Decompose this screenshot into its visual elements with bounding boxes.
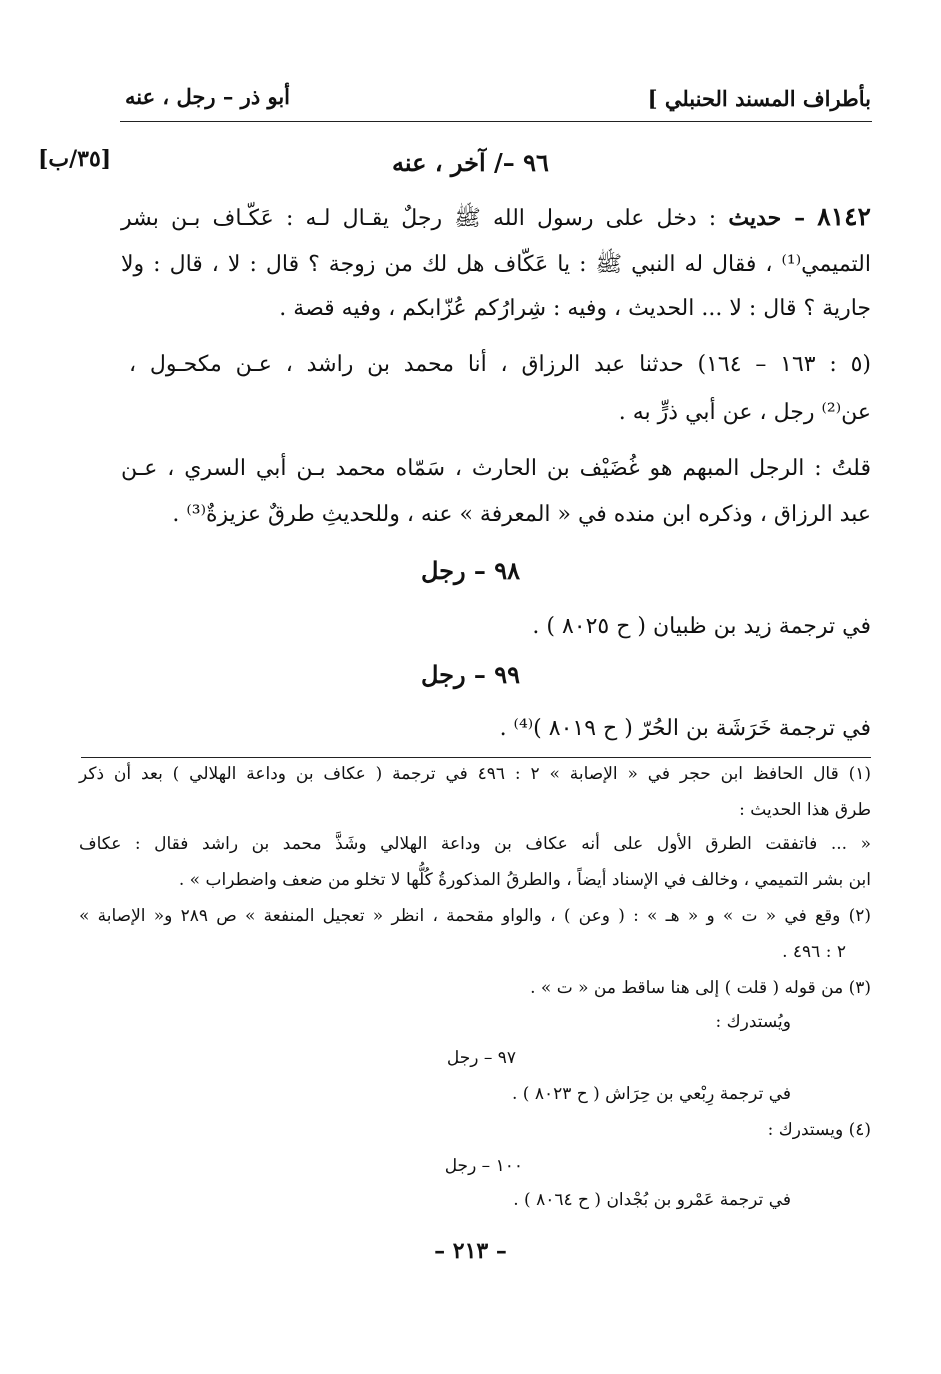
footnote-3-line-1: (٣) من قوله ( قلت ) إلى هنا ساقط من « ت » . xyxy=(530,978,871,998)
footnote-3-line-2: ويُستدرك : xyxy=(715,1012,791,1032)
page-number: – ٢١٣ – xyxy=(434,1238,507,1264)
section-96-title: ٩٦ –/ آخر ، عنه xyxy=(392,148,549,177)
footnote-3-subtitle: ٩٧ – رجل xyxy=(446,1048,516,1068)
comment-line-2: عبد الرزاق ، وذكره ابن منده في « المعرفة » عنه ، وللحديثِ طرقٌ عزيزةٌ⁽³⁾ . xyxy=(172,502,871,527)
hadith-line-1-text: : دخل على رسول الله ﷺ رجلٌ يقـال لـه : عَكّـاف بـن بشر xyxy=(121,206,717,231)
folio-mark: [٣٥/ب] xyxy=(38,146,112,172)
section-98-text: في ترجمة زيد بن ظبيان ( ح ٨٠٢٥ ) . xyxy=(532,614,871,639)
footnote-1-line-1: (١) قال الحافظ ابن حجر في « الإصابة » ٢ : ٤٩٦ في ترجمة ( عكاف بن وداعة الهلالي ) بعد أن ذكر xyxy=(79,764,871,784)
footnote-1-line-2: طرق هذا الحديث : xyxy=(739,800,871,820)
footnote-1-line-3: « ... فاتفقت الطرق الأول على أنه عكاف بن وداعة الهلالي وشَذَّ محمد بن راشد فقال : عكاف xyxy=(79,834,871,854)
hadith-line-2: التميمي⁽¹⁾ ، فقال له النبي ﷺ : يا عَكّاف هل لك من زوجة ؟ قال : لا ، قال : ولا xyxy=(121,252,871,277)
footnote-4-subtitle: ١٠٠ – رجل xyxy=(444,1156,523,1176)
footnote-1-line-4: ابن بشر التميمي ، وخالف في الإسناد أيضاً ، والطرقُ المذكورةُ كُلُّها لا تخلو من ضعف واضطراب » . xyxy=(178,870,871,890)
footnote-rule xyxy=(81,757,871,758)
hadith-number: ٨١٤٢ xyxy=(817,202,871,231)
hadith-label: – حديث xyxy=(728,205,806,231)
section-98-title: ٩٨ – رجل xyxy=(420,556,521,585)
header-rule xyxy=(120,121,872,122)
running-header-right: بأطراف المسند الحنبلي ] xyxy=(647,86,871,111)
hadith-line-3: جارية ؟ قال : لا ... الحديث ، وفيه : شِرارُكم عُزّابكم ، وفيه قصة . xyxy=(279,296,871,321)
section-99-text: في ترجمة خَرَشَة بن الحُرّ ( ح ٨٠١٩ )⁽⁴⁾ . xyxy=(499,716,871,741)
footnote-3-subtext: في ترجمة رِبْعي بن حِرَاش ( ح ٨٠٢٣ ) . xyxy=(511,1084,791,1104)
footnote-4-line-1: (٤) ويستدرك : xyxy=(767,1120,871,1140)
footnote-4-subtext: في ترجمة عَمْرو بن بُجْدان ( ح ٨٠٦٤ ) . xyxy=(513,1190,791,1210)
hadith-line-1 xyxy=(121,202,871,236)
section-99-title: ٩٩ – رجل xyxy=(420,660,521,689)
isnad-line-1: (٥ : ١٦٣ – ١٦٤) حدثنا عبد الرزاق ، أنا محمد بن راشد ، عـن مكحـول ، xyxy=(129,352,871,377)
running-header-left: أبو ذر – رجل ، عنه xyxy=(125,84,291,109)
comment-line-1: قلتُ : الرجل المبهم هو غُضَيْف بن الحارث ، سَمّاه محمد بـن أبي السري ، عـن xyxy=(121,456,871,481)
footnote-2-line-1: (٢) وقع في « ت » و « هـ » : ( وعن ) ، والواو مقحمة ، انظر « تعجيل المنفعة » ص ٢٨٩ و« الإصابة » xyxy=(79,906,871,926)
footnote-2-line-2: ٢ : ٤٩٦ . xyxy=(782,942,846,962)
isnad-line-2: عن⁽²⁾ رجل ، عن أبي ذرٍّ به . xyxy=(618,400,871,425)
